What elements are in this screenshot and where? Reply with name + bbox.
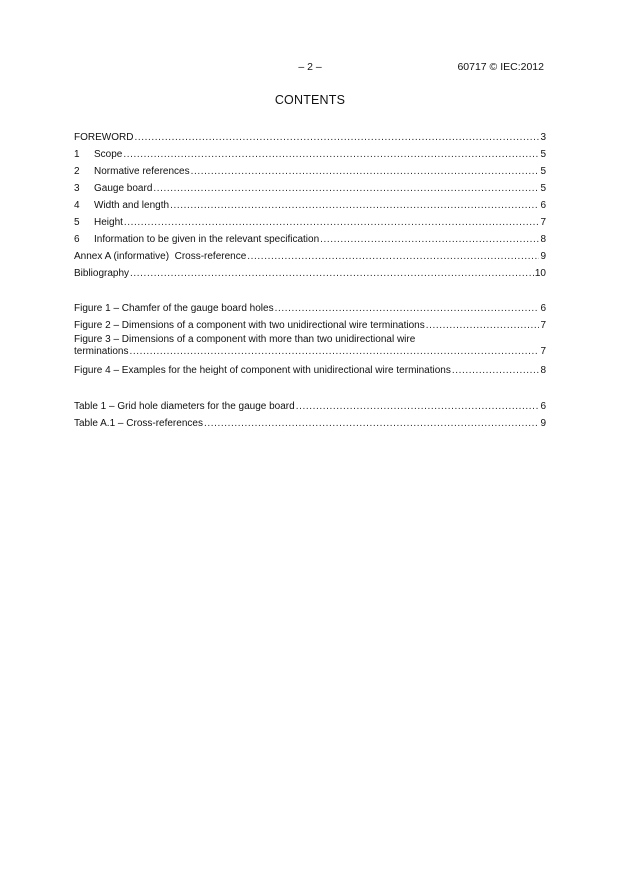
table-entry-page: 6 <box>540 401 546 412</box>
toc-entry-label: Normative references <box>94 166 190 177</box>
toc-entry-label: Bibliography <box>74 268 130 279</box>
dot-leader <box>153 180 539 197</box>
dot-leader <box>204 415 539 432</box>
toc-entry-page: 6 <box>540 200 546 211</box>
toc-entry-page: 10 <box>534 268 546 279</box>
figure-entry-label-line1: Figure 3 – Dimensions of a component with more than two unidirectional wire <box>74 334 416 345</box>
table-entry-label: Table 1 – Grid hole diameters for the gauge board <box>74 401 295 412</box>
table-entry-page: 9 <box>540 418 546 429</box>
toc-entry-number: 2 <box>74 166 80 177</box>
dot-leader <box>191 163 540 180</box>
toc-entry-label: Information to be given in the relevant specification <box>94 234 320 245</box>
figure-entry-page: 7 <box>540 346 546 357</box>
dot-leader <box>247 248 539 265</box>
toc-entry-annex-a[interactable] <box>74 248 546 265</box>
toc-entry-width-and-length[interactable] <box>74 197 546 214</box>
figure-entry-label: Figure 4 – Examples for the height of component with unidirectional wire terminations <box>74 365 451 376</box>
toc-main-list <box>74 129 546 282</box>
dot-leader <box>320 231 539 248</box>
toc-entry-label: Width and length <box>94 200 170 211</box>
table-entry-a1[interactable] <box>74 415 546 432</box>
dot-leader <box>452 362 540 379</box>
toc-entry-page: 5 <box>540 183 546 194</box>
dot-leader <box>123 146 539 163</box>
toc-entry-page: 5 <box>540 149 546 160</box>
dot-leader <box>130 265 534 282</box>
dot-leader <box>124 214 540 231</box>
toc-entry-label: Height <box>94 217 123 228</box>
dot-leader <box>129 346 539 358</box>
toc-entry-number: 6 <box>74 234 80 245</box>
dot-leader <box>134 129 539 146</box>
contents-title: CONTENTS <box>274 93 346 107</box>
figure-entry-4[interactable] <box>74 362 546 379</box>
toc-entry-label: FOREWORD <box>74 132 134 143</box>
toc-entry-number: 1 <box>74 149 80 160</box>
figure-entry-page: 8 <box>540 365 546 376</box>
figure-entry-page: 6 <box>540 303 546 314</box>
toc-entry-page: 5 <box>540 166 546 177</box>
list-of-figures <box>74 300 546 379</box>
toc-entry-page: 3 <box>540 132 546 143</box>
toc-entry-number: 3 <box>74 183 80 194</box>
dot-leader <box>275 300 540 317</box>
table-entry-1[interactable] <box>74 398 546 415</box>
toc-entry-information[interactable] <box>74 231 546 248</box>
toc-entry-gauge-board[interactable] <box>74 180 546 197</box>
figure-entry-3[interactable] <box>74 334 546 358</box>
toc-entry-number: 5 <box>74 217 80 228</box>
toc-entry-page: 9 <box>540 251 546 262</box>
figure-entry-label-line2: terminations <box>74 346 129 357</box>
toc-entry-label: Gauge board <box>94 183 153 194</box>
list-of-tables <box>74 398 546 432</box>
dot-leader <box>296 398 540 415</box>
figure-entry-label: Figure 2 – Dimensions of a component with two unidirectional wire terminations <box>74 320 425 331</box>
toc-entry-label: Scope <box>94 149 123 160</box>
toc-entry-label: Annex A (informative) Cross-reference <box>74 251 247 262</box>
figure-entry-1[interactable] <box>74 300 546 317</box>
toc-entry-page: 8 <box>540 234 546 245</box>
dot-leader <box>170 197 539 214</box>
table-entry-label: Table A.1 – Cross-references <box>74 418 203 429</box>
toc-entry-scope[interactable] <box>74 146 546 163</box>
toc-entry-normative-references[interactable] <box>74 163 546 180</box>
figure-entry-label: Figure 1 – Chamfer of the gauge board holes <box>74 303 274 314</box>
toc-entry-page: 7 <box>540 217 546 228</box>
toc-entry-bibliography[interactable] <box>74 265 546 282</box>
dot-leader <box>426 317 540 334</box>
figure-entry-page: 7 <box>540 320 546 331</box>
page-number: – 2 – <box>298 61 322 73</box>
toc-entry-foreword[interactable] <box>74 129 546 146</box>
figure-entry-2[interactable] <box>74 317 546 334</box>
toc-entry-height[interactable] <box>74 214 546 231</box>
document-id: 60717 © IEC:2012 <box>457 61 544 73</box>
toc-entry-number: 4 <box>74 200 80 211</box>
